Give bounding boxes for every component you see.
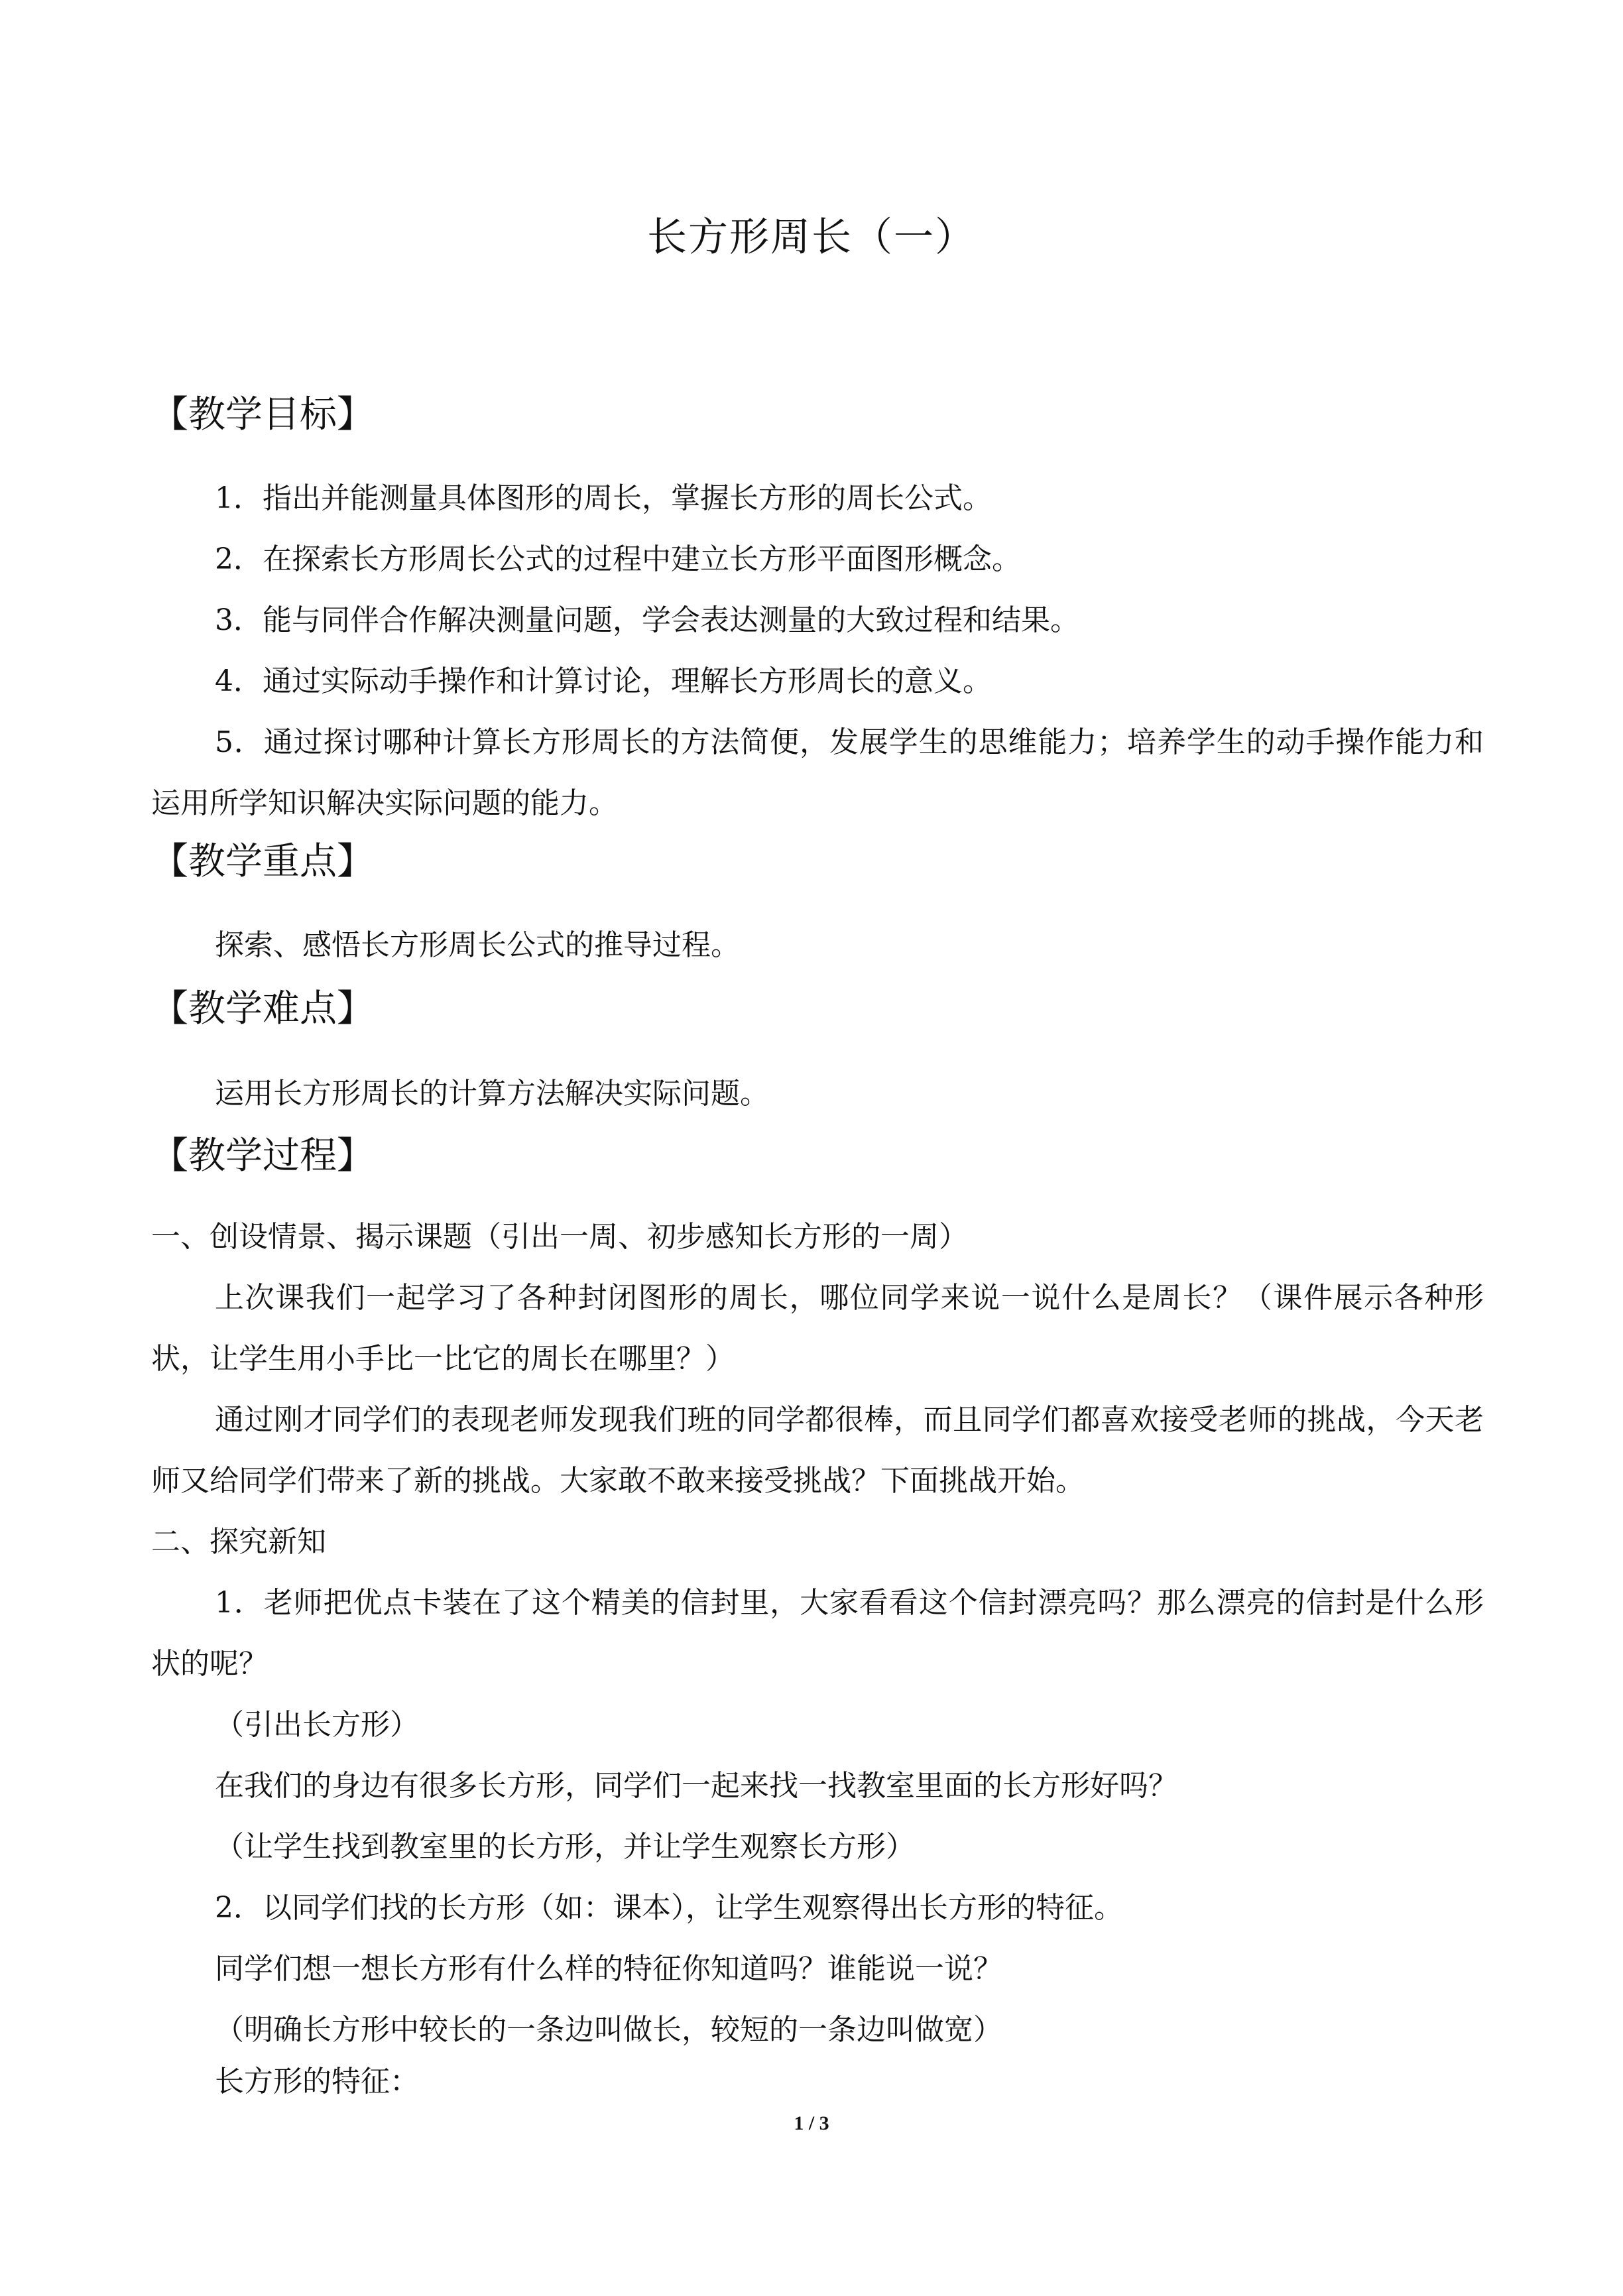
objective-item-4: 4．通过实际动手操作和计算讨论，理解长方形周长的意义。 xyxy=(215,664,992,698)
objective-item-3: 3．能与同伴合作解决测量问题，学会表达测量的大致过程和结果。 xyxy=(215,603,1079,637)
process-part1-p1: 上次课我们一起学习了各种封闭图形的周长，哪位同学来说一说什么是周长？（课件展示各种形状，让学生用小手比一比它的周长在哪里？） xyxy=(151,1281,1484,1376)
objective-item-2: 2．在探索长方形周长公式的过程中建立长方形平面图形概念。 xyxy=(215,542,1021,576)
heading-key-points: 【教学重点】 xyxy=(151,840,374,883)
heading-difficulties: 【教学难点】 xyxy=(151,987,374,1030)
process-part2-p1: 1．老师把优点卡装在了这个精美的信封里，大家看看这个信封漂亮吗？那么漂亮的信封是什么形状的呢？ xyxy=(151,1586,1484,1681)
process-part1-p2: 通过刚才同学们的表现老师发现我们班的同学都很棒，而且同学们都喜欢接受老师的挑战，今天老师又给同学们带来了新的挑战。大家敢不敢来接受挑战？下面挑战开始。 xyxy=(151,1403,1484,1498)
objective-item-1: 1．指出并能测量具体图形的周长，掌握长方形的周长公式。 xyxy=(215,481,992,515)
process-part2-title: 二、探究新知 xyxy=(151,1525,326,1559)
heading-process: 【教学过程】 xyxy=(151,1134,374,1178)
difficulties-text: 运用长方形周长的计算方法解决实际问题。 xyxy=(215,1077,769,1111)
objective-item-5: 5．通过探讨哪种计算长方形周长的方法简便，发展学生的思维能力；培养学生的动手操作能力和运用所学知识解决实际问题的能力。 xyxy=(151,725,1484,820)
heading-objectives: 【教学目标】 xyxy=(151,393,374,436)
process-part1-title: 一、创设情景、揭示课题（引出一周、初步感知长方形的一周） xyxy=(151,1220,968,1254)
process-part2-p7: （明确长方形中较长的一条边叫做长，较短的一条边叫做宽） xyxy=(215,2013,1002,2047)
page-number: 1 / 3 xyxy=(794,2112,829,2134)
process-part2-p6: 同学们想一想长方形有什么样的特征你知道吗？谁能说一说？ xyxy=(215,1952,1002,1986)
process-part2-p2: （引出长方形） xyxy=(215,1708,419,1742)
key-points-text: 探索、感悟长方形周长公式的推导过程。 xyxy=(215,928,740,962)
process-part2-p5: 2．以同学们找的长方形（如：课本），让学生观察得出长方形的特征。 xyxy=(215,1891,1123,1925)
process-part2-p3: 在我们的身边有很多长方形，同学们一起来找一找教室里面的长方形好吗？ xyxy=(215,1769,1177,1803)
page-title: 长方形周长（一） xyxy=(647,214,976,261)
process-part2-p4: （让学生找到教室里的长方形，并让学生观察长方形） xyxy=(215,1830,915,1864)
process-part2-p8: 长方形的特征： xyxy=(215,2065,419,2098)
